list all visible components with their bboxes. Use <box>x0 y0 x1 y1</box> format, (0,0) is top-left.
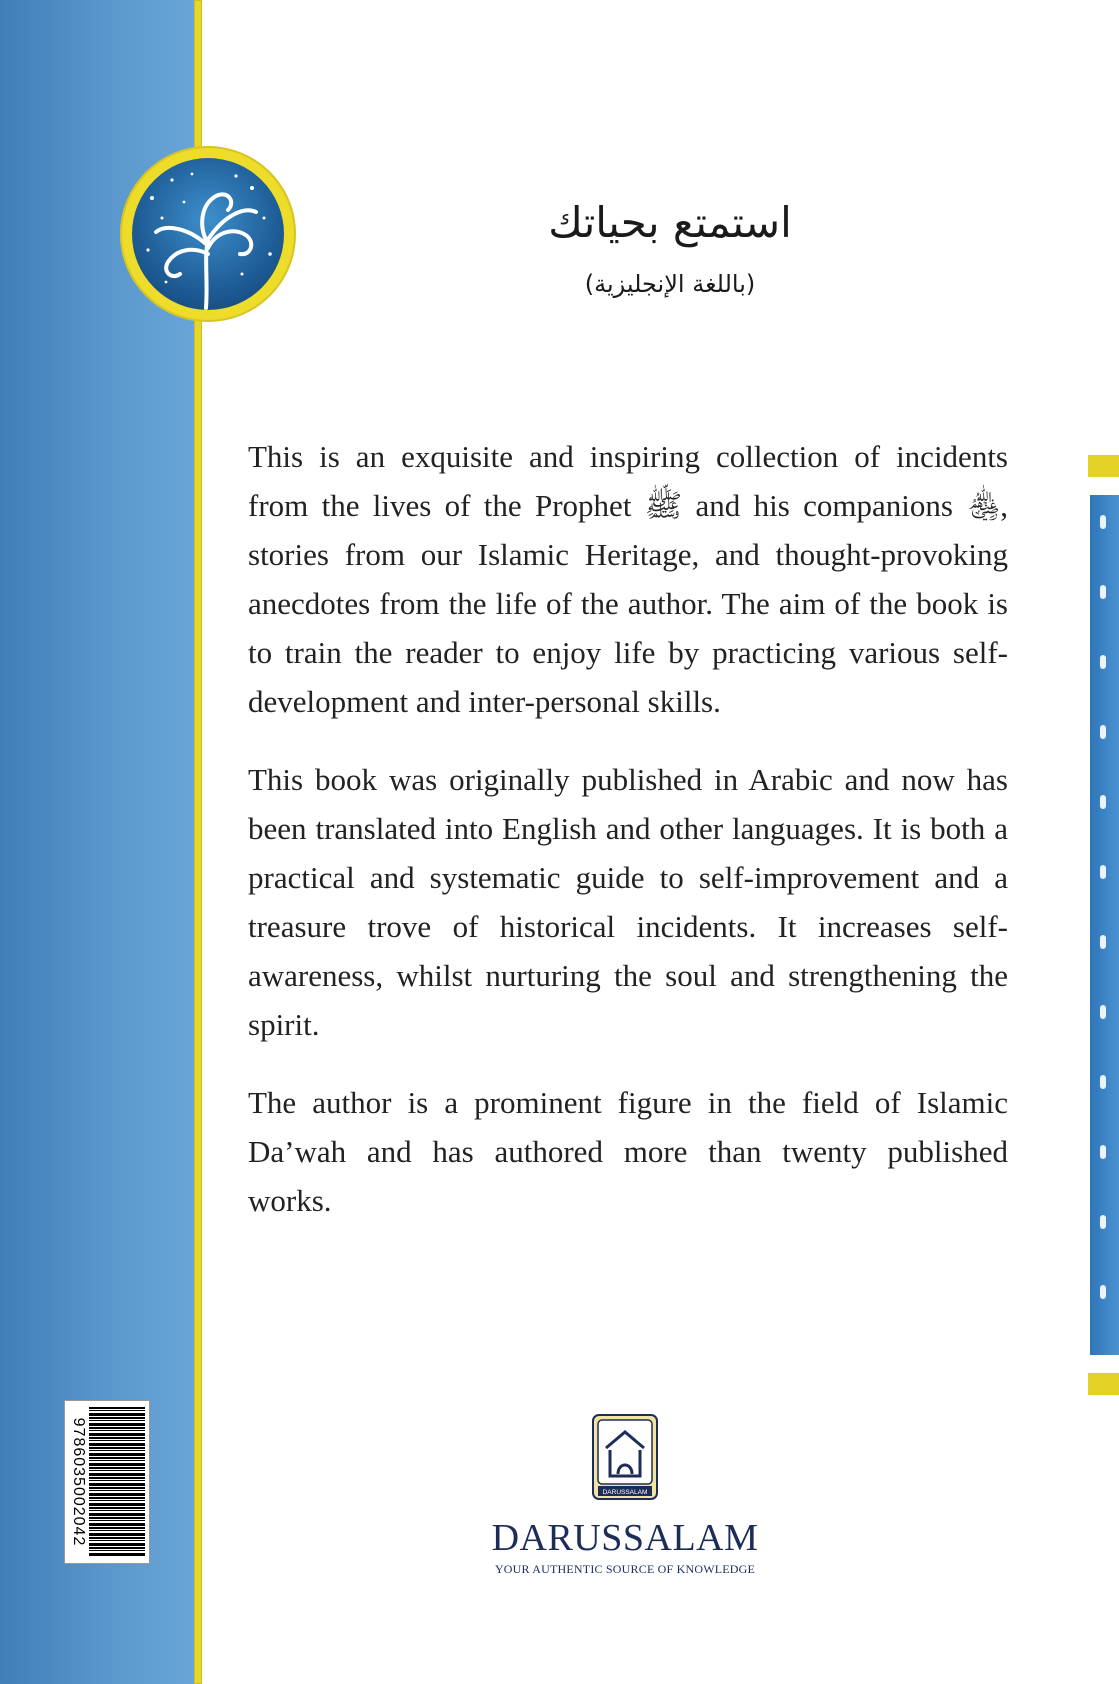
blurb-paragraph-3: The author is a prominent figure in the field of Islamic Da’wah and has authored more than twenty published works. <box>248 1085 1008 1218</box>
publisher-tagline: YOUR AUTHENTIC SOURCE OF KNOWLEDGE <box>494 1562 756 1576</box>
arabic-subtitle: (باللغة الإنجليزية) <box>584 270 756 298</box>
barcode-bars <box>89 1407 145 1557</box>
blurb-paragraph-1: This is an exquisite and inspiring collection of incidents from the lives of the Prophet ﷺ and his companions ﵃, stories from our Islamic Heritage, and thought-provoking anecdotes from the life of the author. The aim of the book is to train the reader to enjoy life by practicing various self-development and inter-personal skills. <box>248 439 1009 719</box>
arabic-title: استمتع بحياتك <box>548 198 792 247</box>
blurb-paragraph-2: This book was originally published in Arabic and now has been translated into English and other languages. It is both a practical and systematic guide to self-improvement and a treasure trove of historical incidents. It increases self-awareness, whilst nurturing the soul and strengthening the spirit. <box>248 762 1008 1042</box>
isbn-number: 9786035002042 <box>70 1417 87 1547</box>
darussalam-logo-icon <box>592 1414 658 1500</box>
logo-caption: DARUSSALAM <box>602 1489 648 1496</box>
right-edge-strip <box>1088 455 1119 1375</box>
isbn-barcode <box>64 1400 150 1564</box>
blurb-text <box>248 432 1008 1254</box>
publisher-name: DARUSSALAM <box>491 1517 759 1559</box>
tree-emblem-icon <box>120 146 296 322</box>
